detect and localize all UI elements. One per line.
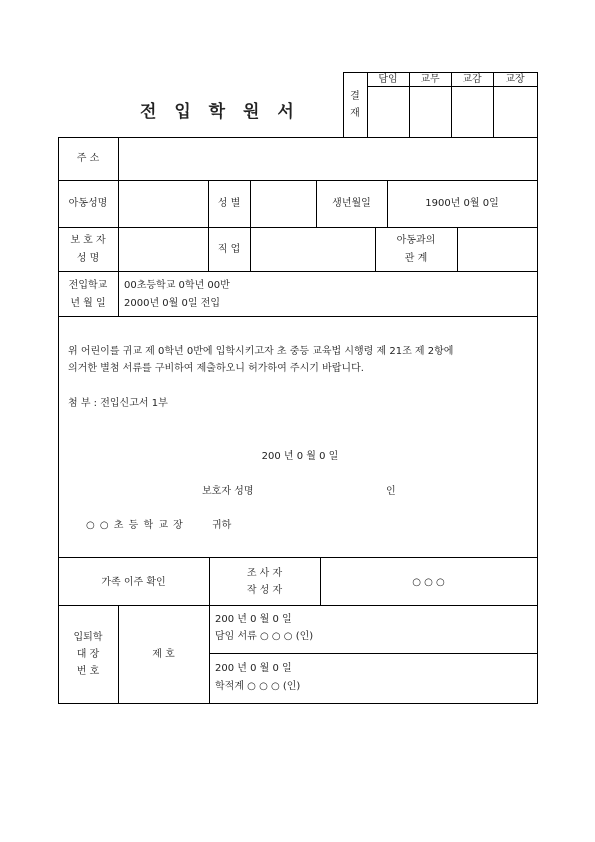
- checker-label-line1: 조 사 자: [246, 568, 283, 579]
- register-label-line3: 번 호: [76, 666, 100, 677]
- guardian-sign-field[interactable]: [262, 485, 382, 498]
- approval-col-homeroom: 담임: [378, 74, 398, 85]
- recipient-honorific: 귀하: [212, 520, 232, 531]
- checker-value[interactable]: ○ ○ ○: [412, 577, 445, 588]
- form-title: 전 입 학 원 서: [140, 102, 300, 122]
- guardian-name-label-line1: 보 호 자: [70, 235, 106, 246]
- transfer-label-line2: 년 월 일: [70, 298, 106, 309]
- approval-label-bottom: 재: [350, 108, 360, 119]
- relation-label-line1: 아동과의: [396, 235, 436, 246]
- homeroom-entry-sign[interactable]: 담임 서류 ○ ○ ○ (인): [215, 631, 314, 642]
- guardian-sign-label: 보호자 성명: [202, 486, 254, 497]
- approval-col-principal: 교장: [505, 74, 525, 85]
- family-check-label: 가족 이주 확인: [101, 577, 166, 588]
- checker-label-line2: 작 성 자: [246, 585, 283, 596]
- approval-label-top: 결: [350, 91, 360, 102]
- recipient-principal: ○ ○ 초 등 학 교 장: [86, 520, 184, 531]
- register-number-field[interactable]: 제 호: [152, 649, 175, 660]
- transfer-label-line1: 전입학교: [68, 280, 108, 291]
- guardian-job-label: 직 업: [217, 244, 241, 255]
- register-label-line1: 입퇴학: [73, 632, 103, 643]
- attachment-line: 첨 부 : 전입신고서 1부: [68, 398, 168, 409]
- previous-school-value[interactable]: 00초등학교 0학년 00반: [124, 280, 230, 291]
- homeroom-entry-date[interactable]: 200 년 0 월 0 일: [215, 614, 292, 625]
- guardian-name-label-line2: 성 명: [76, 253, 100, 264]
- student-name-label: 아동성명: [68, 198, 108, 209]
- registrar-entry-sign[interactable]: 학적계 ○ ○ ○ (인): [215, 681, 301, 692]
- transfer-date-value[interactable]: 2000년 0월 0일 전입: [124, 298, 221, 309]
- student-sex-label: 성 별: [217, 198, 241, 209]
- birth-date-value[interactable]: 1900년 0월 0일: [425, 198, 499, 209]
- request-paragraph-line1: 위 어린이를 귀교 제 0학년 0반에 입학시키고자 초 중등 교육법 시행령 제 21조 제 2항에: [68, 346, 454, 357]
- application-date[interactable]: 200 년 0 월 0 일: [261, 451, 339, 462]
- address-label: 주 소: [76, 153, 100, 164]
- approval-col-vice-principal: 교감: [462, 74, 482, 85]
- relation-label-line2: 관 계: [404, 253, 428, 264]
- birth-date-label: 생년월일: [332, 198, 371, 209]
- registrar-entry-date[interactable]: 200 년 0 월 0 일: [215, 663, 292, 674]
- request-paragraph-line2: 의거한 별첨 서류를 구비하여 제출하오니 허가하여 주시기 바랍니다.: [68, 363, 364, 374]
- approval-col-academic-affairs: 교무: [420, 74, 440, 85]
- register-label-line2: 대 장: [76, 649, 100, 660]
- seal-mark: 인: [386, 486, 396, 497]
